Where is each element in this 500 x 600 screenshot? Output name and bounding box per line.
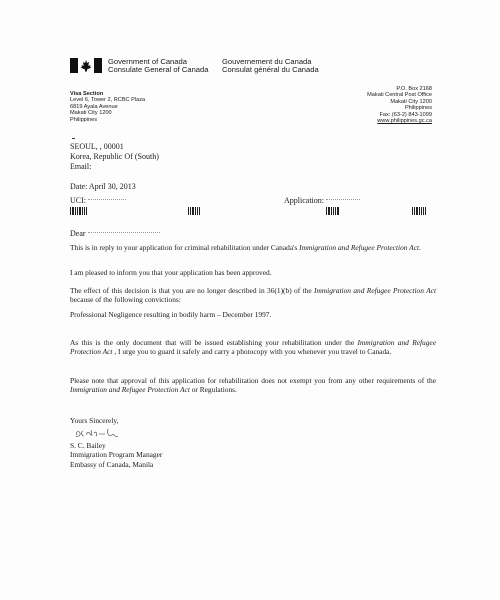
address-line: Philippines: [404, 105, 432, 112]
canada-flag-icon: [70, 58, 102, 73]
address-line: Makati City 1200: [390, 98, 432, 105]
address-line: Level 6, Tower 2, RCBC Plaza: [70, 97, 146, 104]
address-line: Philippines: [70, 116, 98, 123]
signatory-block: [70, 441, 162, 469]
paragraph-text: .: [419, 243, 421, 252]
redaction-mark: [72, 138, 75, 139]
recipient-email-label: Email:: [70, 162, 92, 171]
sender-address: [70, 91, 145, 123]
website-link[interactable]: www.philippines.gc.ca: [377, 118, 432, 125]
consulate-en: Consulate General of Canada: [108, 65, 209, 75]
uci-label: UCI:: [70, 196, 86, 205]
address-line: Makati Central Post Office: [367, 92, 432, 99]
body-paragraph: I am pleased to inform you that your application has been approved.: [70, 268, 272, 277]
signatory-office: Embassy of Canada, Manila: [70, 459, 154, 469]
address-line: Makati City 1200: [70, 110, 112, 117]
redacted-recipient-name: [88, 232, 160, 236]
address-line: P.O. Box 2168: [396, 86, 432, 92]
barcode-icon: [188, 207, 201, 215]
recipient-country: Korea, Republic Of (South): [70, 152, 159, 161]
paragraph-text: or Regulations.: [189, 385, 237, 395]
closing: Yours Sincerely,: [70, 416, 119, 425]
paragraph-text: , I urge you to guard it safely and carry a photocopy with you whenever you travel to Canada.: [112, 347, 392, 357]
salutation: [70, 229, 160, 238]
application-label: Application:: [284, 196, 324, 205]
body-paragraph: [70, 376, 436, 395]
barcode-icon: [70, 207, 88, 215]
letter-date: Date: April 30, 2013: [70, 182, 136, 191]
paragraph-text: As this is the only document that will be issued establishing your rehabilitation under the: [70, 338, 358, 347]
government-en: Government of Canada: [108, 57, 187, 66]
act-name: Immigration and Refugee Protection Act: [70, 338, 436, 357]
consulate-fr: Consulat général du Canada: [222, 65, 319, 75]
act-name: Immigration and Refugee Protection Act: [299, 243, 420, 252]
conviction-line: Professional Negligence resulting in bodily harm – December 1997.: [70, 310, 272, 319]
recipient-city: SEOUL, , 00001: [70, 142, 124, 151]
paragraph-text: The effect of this decision is that you are no longer described in 36(1)(b) of the: [70, 286, 314, 295]
paragraph-text: Please note that approval of this application for rehabilitation does not exempt you from any other requirements of the: [70, 376, 436, 385]
uci-field: [70, 196, 126, 205]
application-field: [284, 196, 360, 205]
government-fr: Gouvernement du Canada: [222, 57, 312, 66]
address-line: 6819 Ayala Avenue: [70, 103, 118, 110]
body-paragraph: [70, 286, 436, 305]
barcode-icon: [412, 207, 427, 215]
redacted-application-number: [326, 199, 360, 203]
department-name-en: [108, 58, 208, 75]
body-paragraph: [70, 243, 436, 252]
act-name: Immigration and Refugee Protection Act: [314, 286, 436, 295]
postal-address: [367, 86, 432, 124]
handwritten-signature: [74, 426, 124, 440]
signatory-name: S. C. Bailey: [70, 441, 106, 450]
barcode-icon: [326, 207, 340, 215]
section-name: Visa Section: [70, 91, 104, 97]
fax-number: Fax: (63-2) 843-1099: [379, 111, 432, 118]
signatory-title: Immigration Program Manager: [70, 450, 163, 460]
salutation-word: Dear: [70, 229, 86, 238]
body-paragraph: [70, 338, 436, 357]
act-name: Immigration and Refugee Protection Act: [70, 385, 190, 395]
redacted-uci: [88, 199, 126, 203]
department-name-fr: [222, 58, 319, 75]
paragraph-text: This is in reply to your application for criminal rehabilitation under Canada's: [70, 243, 300, 252]
recipient-address: [70, 142, 159, 172]
paragraph-text: because of the following convictions:: [70, 295, 181, 305]
